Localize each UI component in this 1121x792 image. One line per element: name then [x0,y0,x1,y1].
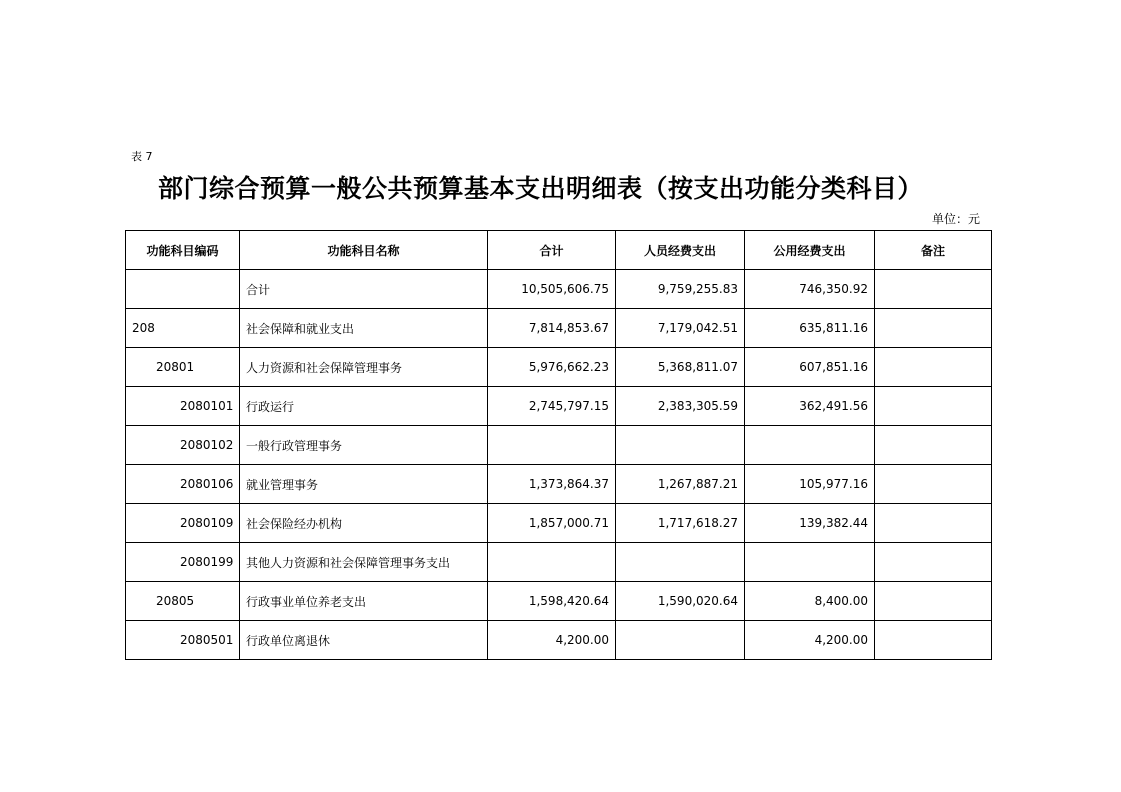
cell-code: 2080101 [126,387,240,426]
cell-name: 就业管理事务 [240,465,488,504]
cell-note [875,426,992,465]
cell-total: 5,976,662.23 [488,348,616,387]
cell-public: 607,851.16 [745,348,875,387]
column-header-name: 功能科目名称 [240,231,488,270]
cell-code [126,270,240,309]
cell-note [875,465,992,504]
cell-total: 10,505,606.75 [488,270,616,309]
column-header-public: 公用经费支出 [745,231,875,270]
cell-total: 1,857,000.71 [488,504,616,543]
cell-personnel [616,426,745,465]
cell-public: 635,811.16 [745,309,875,348]
cell-code: 2080501 [126,621,240,660]
cell-name: 其他人力资源和社会保障管理事务支出 [240,543,488,582]
cell-personnel [616,621,745,660]
column-header-personnel: 人员经费支出 [616,231,745,270]
cell-code: 2080109 [126,504,240,543]
cell-note [875,582,992,621]
cell-personnel: 2,383,305.59 [616,387,745,426]
cell-total [488,543,616,582]
cell-note [875,504,992,543]
cell-public: 8,400.00 [745,582,875,621]
cell-total: 1,373,864.37 [488,465,616,504]
cell-name: 人力资源和社会保障管理事务 [240,348,488,387]
cell-total: 2,745,797.15 [488,387,616,426]
column-header-total: 合计 [488,231,616,270]
cell-public: 362,491.56 [745,387,875,426]
cell-public: 139,382.44 [745,504,875,543]
table-row [126,582,992,621]
cell-note [875,387,992,426]
cell-code: 20805 [126,582,240,621]
table-row [126,465,992,504]
cell-total: 4,200.00 [488,621,616,660]
cell-name: 一般行政管理事务 [240,426,488,465]
cell-public [745,543,875,582]
cell-personnel: 1,590,020.64 [616,582,745,621]
budget-detail-table [125,230,992,660]
cell-personnel: 1,717,618.27 [616,504,745,543]
cell-public: 105,977.16 [745,465,875,504]
cell-code: 208 [126,309,240,348]
table-row [126,621,992,660]
table-number-label: 表 7 [131,150,153,163]
cell-total: 1,598,420.64 [488,582,616,621]
cell-note [875,309,992,348]
document-title: 部门综合预算一般公共预算基本支出明细表（按支出功能分类科目） [158,174,924,203]
cell-public [745,426,875,465]
table-header-row [126,231,992,270]
cell-personnel: 9,759,255.83 [616,270,745,309]
cell-note [875,270,992,309]
cell-code: 20801 [126,348,240,387]
cell-note [875,348,992,387]
table-row [126,387,992,426]
cell-public: 746,350.92 [745,270,875,309]
cell-name: 社会保险经办机构 [240,504,488,543]
cell-personnel: 5,368,811.07 [616,348,745,387]
cell-personnel [616,543,745,582]
cell-name: 社会保障和就业支出 [240,309,488,348]
cell-name: 合计 [240,270,488,309]
table-row [126,426,992,465]
cell-code: 2080199 [126,543,240,582]
cell-code: 2080102 [126,426,240,465]
table-row [126,270,992,309]
cell-note [875,543,992,582]
unit-note: 单位：元 [932,212,981,226]
cell-code: 2080106 [126,465,240,504]
column-header-note: 备注 [875,231,992,270]
table-row [126,504,992,543]
cell-total: 7,814,853.67 [488,309,616,348]
cell-personnel: 7,179,042.51 [616,309,745,348]
cell-name: 行政事业单位养老支出 [240,582,488,621]
cell-name: 行政单位离退休 [240,621,488,660]
cell-note [875,621,992,660]
cell-public: 4,200.00 [745,621,875,660]
cell-personnel: 1,267,887.21 [616,465,745,504]
cell-total [488,426,616,465]
table-row [126,543,992,582]
cell-name: 行政运行 [240,387,488,426]
table-row [126,348,992,387]
table-row [126,309,992,348]
column-header-code: 功能科目编码 [126,231,240,270]
